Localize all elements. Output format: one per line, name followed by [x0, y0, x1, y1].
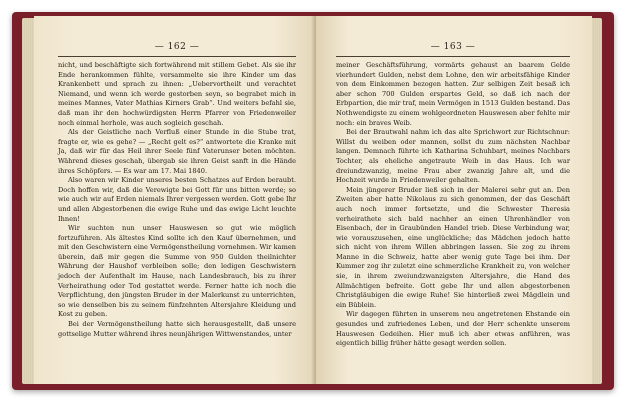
- right-page-number: — 163 —: [430, 42, 476, 52]
- left-paragraph-4: Wir suchten nun unser Hauswesen so gut wie möglich fortzuführen. Als ältestes Kind sollte ich den Kauf übernehmen, und mit den Geschwistern eine Vermögenstheilung vornehmen. Wir kamen überein, daß mir gegen die Summe von 950 Gulden theilnichter Währung der Haushof verbleiben solle; den ledigen Geschwistern jedoch der Aufenthalt im Hause, nach Landesbrauch, bis zu ihrer Verheirathung oder Tod gestattet werde. Ferner hatte ich noch die Verpflichtung, den jüngsten Bruder in der Malerkunst zu unterrichten, so wie denselben bis zu seinem fünfzehnten Altersjahre Kleidung und Kost zu geben.: [58, 224, 296, 319]
- right-paragraph-1: meiner Geschäftsführung, vormärts gehaust an baarem Gelde vierhundert Gulden, nebst dem Lohne, den wir arbeitsfähige Kinder von dem Einkommen bezogen hatten. Zur selbigen Zeit besaß ich aber schon 700 Gulden erspartes Geld, so daß ich nach der Erbpartion, die mir traf, mein Vermögen in 1513 Gulden bestand. Das Nothwendigste zu einem wohlgeordneten Hauswesen aber fehlte mir noch: ein braves Weib.: [336, 61, 570, 127]
- left-paragraph-5: Bei der Vermögenstheilung hatte sich herausgestellt, daß unsere gottselige Mutter während ihres neunjährigen Wittwenstandes, unter: [58, 320, 296, 338]
- left-paragraph-1: nicht, und beschäftigte sich fortwährend mit stillem Gebet. Als sie ihr Ende herankommen fühlte, versammelte sie ihre Kinder um das Krankenbett und sprach zu ihnen: „Uebervortheilt und verachtet Niemand, und wenn ich werde gestorben seyn, so begrabet mich in meines Mannes, Vater Mathias Kirners Grab“. Und weiters befahl sie, daß man ihr den hochwürdigsten Herrn Pfarrer von Friedenweiler noch einmal herhole, was auch sogleich geschah.: [58, 61, 296, 127]
- right-header-rule: [336, 56, 570, 57]
- left-page-number: — 162 —: [154, 42, 200, 52]
- left-header-rule: [58, 56, 296, 57]
- right-page: [316, 16, 592, 384]
- left-paragraph-3: Also waren wir Kinder unseres besten Schatzes auf Erden beraubt. Doch hoffen wir, daß die Verewigte bei Gott für uns bitten werde; so wie auch wir auf Erden niemals Ihrer vergessen werden. Gott gebe Ihr und allen Abgestorbenen die ewige Ruhe und das ewige Licht leuchte Ihnen!: [58, 176, 296, 223]
- left-page: [34, 16, 316, 384]
- right-paragraph-3: Mein jüngerer Bruder ließ sich in der Malerei sehr gut an. Den Zweiten aber hatte Nikolaus zu sich genommen, der das Geschäft auch noch immer fortsetzte, und die Schwester Theresia verheirathete sich bald nachher an einen Uhrenhändler von Eisenbach, der in Graubünden Handel trieb. Diese Verbindung war, wie vorauszusehen, eine unglückliche; das Mädchen jedoch hatte sich nicht von ihrem Willen abbringen lassen. Sie zog zu ihrem Manne in die Schweiz, hatte aber wenig gute Tage bei ihm. Der Kummer zog ihr zuletzt eine schmerzliche Krankheit zu, von welcher sie, in ihrem zweiundzwanzigsten Altersjahre, die Hand des Allmächtigen befreite. Gott gebe Ihr und allen abgestorbenen Christgläubigen die ewige Ruhe! Sie hinterließ zwei Mägdlein und ein Büblein.: [336, 185, 570, 309]
- left-paragraph-2: Als der Geistliche nach Verfluß einer Stunde in die Stube trat, fragte er, wie es gehe? — „Recht gelt es?“ antwortete die Kranke mit Ja, daß wir für das Heil ihrer Seele fünf Vaterunser beten möchten. Während dieses geschah, übergab sie ihren Geist sanft in die Hände ihres Schöpfers. — Es war am 17. Mai 1840.: [58, 128, 296, 175]
- right-paragraph-2: Bei der Brautwahl nahm ich das alte Sprichwort zur Richtschnur: Willst du weiben oder mannen, sollst du zum nächsten Nachbar langen. Demnach führte ich Katharina Schuhbart, meines Nachbars Tochter, als eheliche angetraute Weib in das Haus. Ich war dreiundzwanzig, meine Frau aber zwanzig Jahre alt, und die Hochzeit wurde in Friedenweiler gehalten.: [336, 128, 570, 185]
- right-paragraph-4: Wir dagegen führten in unserem neu angetretenen Ehstande ein gesundes und zufriedenes Leben, und der Herr schenkte unserem Hauswesen Gedeihen. Hier muß ich aber etwas anführen, was eigentlich billig früher hätte gesagt werden sollen.: [336, 310, 570, 348]
